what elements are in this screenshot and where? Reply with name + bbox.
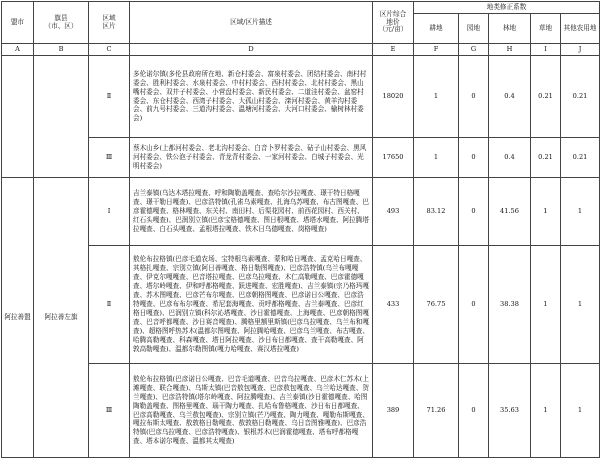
coef-cultivated-cell: 1 xyxy=(414,56,459,138)
table-row xyxy=(2,246,600,364)
zone-cell: Ⅲ xyxy=(89,138,130,178)
coef-garden-cell: 0 xyxy=(459,364,489,458)
header-coef-cultivated: 耕地 xyxy=(414,14,459,44)
description-cell: 敖伦布拉格镇(巴彦毛道农场、宝特根乌素嘎查、蒙和哈日嘎查、孟克哈日嘎查、其格扎嘎查、宗别立镇(阿日善嘎查、格日勒图嘎查)、巴彦浩特镇(乌兰布嘎嘎查、伊克尔嘎嘎查、巴音塔拉嘎查、巴彦乌拉嘎查、木仁高勒嘎查、巴彦霍德嘎查、塔尔岭嘎查、伊和呼都格嘎查、跃进嘎查、宏胜嘎查)、吉兰泰镇(宗乃格玛嘎查、苏木图嘎查、巴彦芒布尔嘎查、巴彦朝格图嘎查、巴彦诺日公嘎查、巴彦浩特嘎查、巴彦布布尔嘎查、希尼套海嘎查、贡呼都格嘎查、吉兰泰嘎查、巴彦红格日嘎查)、巴润别立镇(科尔沁塔嘎查、沙日霍德嘎查、上海嘎查、巴彦朝格图嘎查、巴音呼都嘎查、沙日赛音嘎查)、腾格里额里斯镇(巴彦乌拉嘎查、乌兰布和嘎查)、超格图呼热苏木(温都尔图嘎查、阿拉腾哈嘎查、巴彦乌兰嘎查、布古嘎查、哈腾高勒嘎查、科森嘎查、塔日阿拉嘎查、沙日布日都嘎查、查干高勒嘎查、阿敦高勒嘎查)、温都尔勒图镇(嘎力哈嘎查、赛汉塔拉嘎查) xyxy=(130,246,373,364)
header-coef-grass: 草地 xyxy=(531,14,561,44)
price-cell: 17650 xyxy=(373,138,414,178)
letter-cell: A xyxy=(2,44,34,56)
description-cell: 多伦诺尔镇(多伦县政府所在地、新仓村委会、富泉村委会、团结村委会、南村村委会、胜利村委会、水泉村委会、中村村委会、西村村委会、北村村委会、黑山嘴村委会、双井子村委会、小营盘村委会、新民村委会、二道洼村委会、盆窑村委会、东仓村委会、西湾子村委会、大孤山村委会、滦河村委会、黄羊沟村委会、前九号村委会、三道沟村委会、温塘河村委会、大河口村委会、榆树林村委会) xyxy=(130,56,373,138)
letter-row xyxy=(2,44,600,56)
table-row xyxy=(2,178,600,246)
letter-cell: J xyxy=(561,44,600,56)
county-cell: 阿拉善左旗 xyxy=(34,178,89,458)
coef-forest-cell: 41.56 xyxy=(489,178,531,246)
coef-garden-cell: 0 xyxy=(459,56,489,138)
coef-forest-cell: 0.4 xyxy=(489,56,531,138)
coef-grass-cell: 0.21 xyxy=(531,56,561,138)
header-league: 盟市 xyxy=(2,2,34,44)
header-price: 区片综合 地价 （元/亩） xyxy=(373,2,414,44)
coef-other-cell: 1 xyxy=(561,364,600,458)
description-cell: 蔡木山乡(上都河村委会、老北沟村委会、白音卜罗村委会、砧子山村委会、黑风河村委会、铁公泡子村委会、青龙背村委会、一家河村委会、白城子村委会、光明村委会) xyxy=(130,138,373,178)
letter-cell: G xyxy=(459,44,489,56)
county-cell-empty xyxy=(34,56,89,178)
zone-cell: Ⅱ xyxy=(89,56,130,138)
zone-cell: Ⅲ xyxy=(89,364,130,458)
description-cell: 吉兰泰镇(乌达木塔拉嘎查、呼和陶勒盖嘎查、查哈尔沙拉嘎查、璟干特日格嘎查、璟干勒日嘎查)、巴彦浩特镇(孔雀乌素嘎查、扎海乌苏嘎查、布古图嘎查、巴彦霍德嘎查、格林嘎查、东关村、南田村、后渠花园村、前西花园村、西关村、红石头嘎查)、巴润别立镇(巴彦宝格德嘎查、图日根嘎查、塔塔水嘎查、阿拉腾塔拉嘎查、白石头嘎查、孟根塔拉嘎查、铁木日乌德嘎查、岗格嘎查) xyxy=(130,178,373,246)
price-cell: 389 xyxy=(373,364,414,458)
description-cell: 敖伦布拉格镇(巴彦诺日公嘎查、巴音毛道嘎查、巴音乌拉嘎查、巴彦木仁苏木(上滩嘎查、联合嘎查)、乌斯太镇(巴音敖包嘎查、巴彦敖包嘎查、乌兰哈达嘎查、贺兰嘎查)、巴彦浩特镇(塔尔岭嘎查、阿拉腾嘎查)、吉兰泰镇(沙日霍德嘎查、哈图陶勒盖嘎查、图格里嘎查、瑙干陶力嘎查、扎哈布鲁格嘎查、沙日布日都嘎查、巴彦高勒嘎查、乌兰敖包嘎查)、宗别立镇(芒乃嘎查、陶力嘎查、嘎勒布斯嘎查、嘎拉布斯太嘎查、敖敦格日勒嘎查、敖敦格日勒嘎查、乌日音图雅嘎查)、巴彦浩特镇(巴彦乌拉嘎查、巴彦浩特嘎查)、银根苏木(巴润霍德嘎查、塔布呼都格嘎查、塔本诺尔嘎查、温都其太嘎查) xyxy=(130,364,373,458)
coef-forest-cell: 38.38 xyxy=(489,246,531,364)
header-coef-group: 地类修正系数 xyxy=(414,2,600,14)
letter-cell: E xyxy=(373,44,414,56)
coef-cultivated-cell: 76.75 xyxy=(414,246,459,364)
zone-cell: Ⅱ xyxy=(89,246,130,364)
coef-other-cell: 1 xyxy=(561,246,600,364)
header-coef-forest: 林地 xyxy=(489,14,531,44)
coef-garden-cell: 0 xyxy=(459,138,489,178)
letter-cell: B xyxy=(34,44,89,56)
coef-cultivated-cell: 1 xyxy=(414,138,459,178)
land-price-table xyxy=(1,1,600,458)
table-row xyxy=(2,364,600,458)
coef-forest-cell: 0.4 xyxy=(489,138,531,178)
price-cell: 493 xyxy=(373,178,414,246)
coef-other-cell: 0.21 xyxy=(561,56,600,138)
letter-cell: D xyxy=(130,44,373,56)
table-row xyxy=(2,138,600,178)
letter-cell: F xyxy=(414,44,459,56)
header-zone: 区域 区片 xyxy=(89,2,130,44)
letter-cell: I xyxy=(531,44,561,56)
letter-cell: H xyxy=(489,44,531,56)
coef-grass-cell: 1 xyxy=(531,178,561,246)
coef-forest-cell: 35.63 xyxy=(489,364,531,458)
coef-other-cell: 0.21 xyxy=(561,138,600,178)
price-cell: 18020 xyxy=(373,56,414,138)
coef-grass-cell: 1 xyxy=(531,246,561,364)
coef-other-cell: 1 xyxy=(561,178,600,246)
table-row xyxy=(2,56,600,138)
header-county: 旗县 （市、区） xyxy=(34,2,89,44)
coef-grass-cell: 0.21 xyxy=(531,138,561,178)
letter-cell: C xyxy=(89,44,130,56)
league-cell: 阿拉善盟 xyxy=(2,178,34,458)
header-coef-other: 其他农用地 xyxy=(561,14,600,44)
league-cell-empty xyxy=(2,56,34,178)
coef-garden-cell: 0 xyxy=(459,246,489,364)
price-cell: 433 xyxy=(373,246,414,364)
coef-garden-cell: 0 xyxy=(459,178,489,246)
coef-cultivated-cell: 83.12 xyxy=(414,178,459,246)
header-row-1 xyxy=(2,2,600,14)
coef-cultivated-cell: 71.26 xyxy=(414,364,459,458)
coef-grass-cell: 1 xyxy=(531,364,561,458)
header-description: 区域/区片描述 xyxy=(130,2,373,44)
header-coef-garden: 园地 xyxy=(459,14,489,44)
zone-cell: Ⅰ xyxy=(89,178,130,246)
